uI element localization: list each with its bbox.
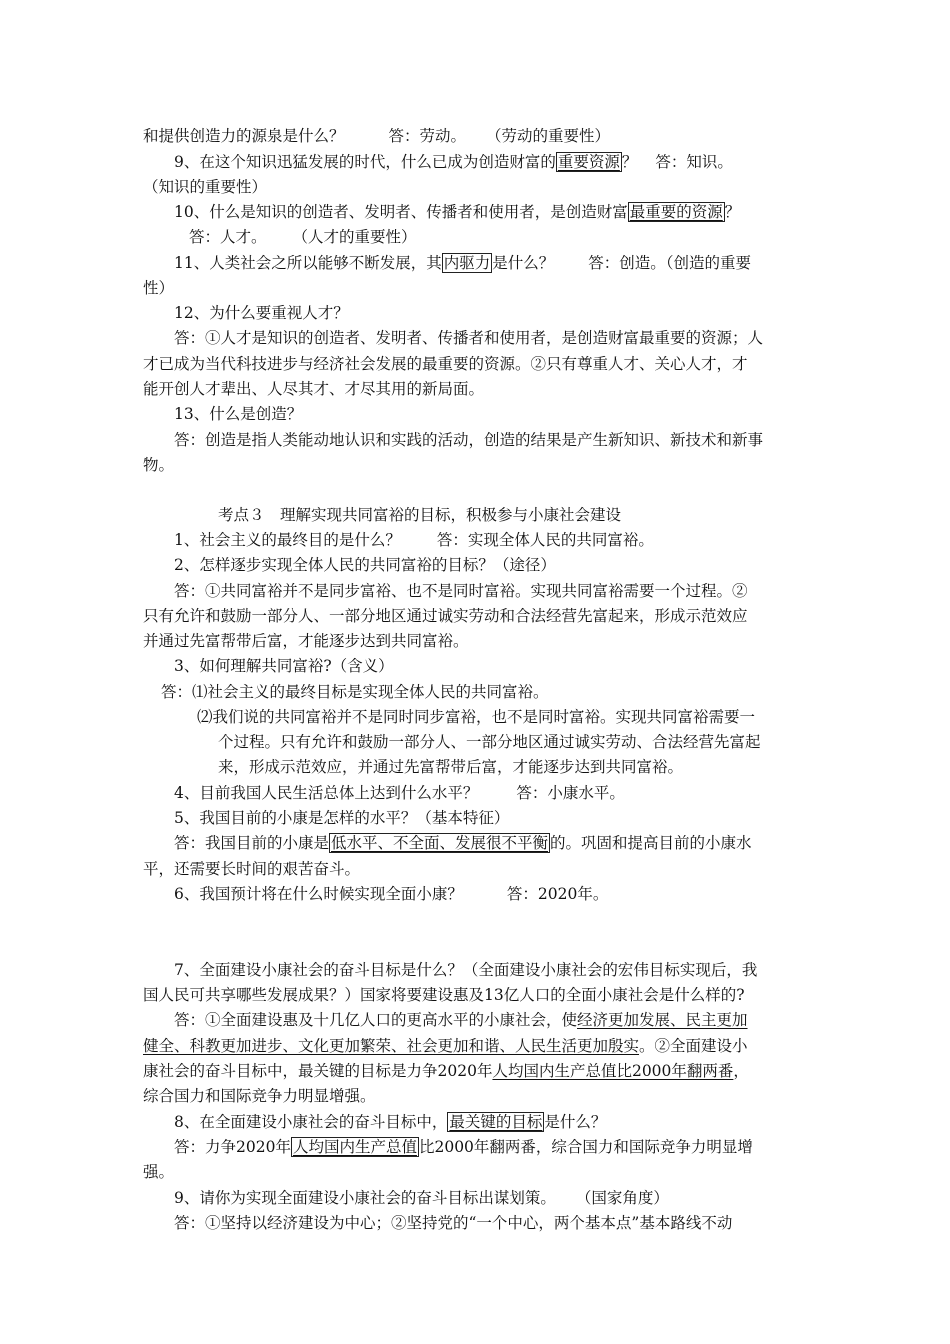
text-span: 。②全面建设小 [639, 1037, 748, 1055]
text-span: 考点３ 理解实现共同富裕的目标，积极参与小康社会建设 [218, 506, 622, 524]
text-line [174, 430, 763, 450]
text-line [143, 278, 174, 298]
text-line [143, 985, 745, 1005]
text-span: 答：小康水平。 [516, 784, 625, 802]
text-span: 答：①人才是知识的创造者、发明者、传播者和使用者，是创造财富最重要的资源；人 [174, 329, 764, 347]
text-span: （国家角度） [575, 1189, 669, 1207]
text-line [161, 682, 549, 702]
text-span: 综合国力和国际竞争力明显增强。 [143, 1087, 376, 1105]
text-span: 答：劳动。 [388, 127, 467, 145]
text-line [197, 707, 755, 727]
text-line [174, 656, 394, 676]
text-span: 并通过先富帮带后富，才能逐步达到共同富裕。 [143, 632, 469, 650]
text-span: 来，形成示范效应，并通过先富帮带后富，才能逐步达到共同富裕。 [218, 758, 684, 776]
text-span: 12、为什么要重视人才？ [174, 304, 349, 322]
text-span: 只有允许和鼓励一部分人、一部分地区通过诚实劳动和合法经营先富起来，形成示范效应 [143, 607, 748, 625]
text-span: 答：实现全体人民的共同富裕。 [436, 531, 654, 549]
boxed-term: 最关键的目标 [449, 1113, 543, 1131]
text-span: 9、请你为实现全面建设小康社会的奋斗目标出谋划策。 [174, 1189, 556, 1207]
text-line [174, 530, 654, 550]
text-span: ？ [724, 203, 741, 221]
text-span: 11、人类社会之所以能够不断发展，其 [174, 254, 442, 272]
text-line [189, 227, 417, 247]
underlined-text: 人均国内生产总值比2000年翻两番 [492, 1062, 734, 1080]
text-span: （劳动的重要性） [486, 127, 611, 145]
text-line [174, 1112, 606, 1132]
text-span: 答：我国目前的小康是 [174, 834, 330, 852]
text-span: 答：创造。（创造的重要 [588, 254, 752, 272]
text-line [143, 859, 360, 879]
text-line [174, 783, 625, 803]
text-span: 13、什么是创造？ [174, 405, 303, 423]
text-line [174, 152, 733, 172]
text-line [143, 1086, 376, 1106]
text-line [174, 202, 740, 222]
text-line [174, 833, 752, 853]
text-line [143, 1162, 174, 1182]
boxed-term: 人均国内生产总值 [292, 1138, 417, 1156]
text-line [174, 328, 763, 348]
text-line [143, 1061, 749, 1081]
text-span: ⑵我们说的共同富裕并不是同时同步富裕，也不是同时富裕。实现共同富裕需要一 [197, 708, 756, 726]
text-span: 答：创造是指人类能动地认识和实践的活动，创造的结果是产生新知识、新技术和新事 [174, 431, 764, 449]
text-line [174, 1188, 669, 1208]
text-span: 10、什么是知识的创造者、发明者、传播者和使用者，是创造财富 [174, 203, 628, 221]
text-line [174, 555, 556, 575]
text-line [143, 455, 174, 475]
text-span: 答：力争2020年 [174, 1138, 291, 1156]
text-span: 9、在这个知识迅猛发展的时代，什么已成为创造财富的 [174, 153, 556, 171]
text-line [143, 379, 484, 399]
text-span: 个过程。只有允许和鼓励一部分人、一部分地区通过诚实劳动、合法经营先富起 [218, 733, 761, 751]
section-heading [218, 505, 621, 525]
text-span: 是什么？ [544, 1113, 607, 1131]
text-line [174, 1213, 732, 1233]
text-span: 康社会的奋斗目标中，最关键的目标是力争2020年 [143, 1062, 493, 1080]
text-span: 物。 [143, 456, 175, 474]
text-line [174, 404, 302, 424]
text-line [143, 631, 469, 651]
text-span: ， [733, 1062, 749, 1080]
text-span: 5、我国目前的小康是怎样的水平？（基本特征） [174, 809, 510, 827]
text-line [174, 884, 608, 904]
text-line [143, 606, 748, 626]
text-span: 比2000年翻两番，综合国力和国际竞争力明显增 [418, 1138, 753, 1156]
text-span: 性） [143, 279, 175, 297]
text-line [218, 732, 761, 752]
underlined-text: 健全、科教更加进步、文化更加繁荣、社会更加和谐、人民生活更加殷实 [143, 1037, 640, 1055]
text-span: （知识的重要性） [143, 178, 268, 196]
text-line [218, 757, 683, 777]
text-line [174, 808, 509, 828]
text-span: 答：①全面建设惠及十几亿人口的更高水平的小康社会，使 [174, 1011, 578, 1029]
text-span: 答：①共同富裕并不是同步富裕、也不是同时富裕。实现共同富裕需要一个过程。② [174, 582, 748, 600]
text-span: 才已成为当代科技进步与经济社会发展的最重要的资源。②只有尊重人才、关心人才，才 [143, 355, 748, 373]
text-span: 答：①坚持以经济建设为中心；②坚持党的“一个中心，两个基本点”基本路线不动 [174, 1214, 733, 1232]
text-span: 2、怎样逐步实现全体人民的共同富裕的目标？（途径） [174, 556, 556, 574]
text-span: 6、我国预计将在什么时候实现全面小康？ [174, 885, 463, 903]
text-span: 答：2020年。 [506, 885, 609, 903]
text-line [143, 354, 748, 374]
text-span: 强。 [143, 1163, 175, 1181]
text-span: 和提供创造力的源泉是什么？ [143, 127, 345, 145]
text-span: 的。巩固和提高目前的小康水 [550, 834, 752, 852]
text-line [174, 253, 751, 273]
text-span: 是什么？ [492, 254, 555, 272]
text-line [174, 581, 748, 601]
underlined-text: 经济更加发展、民主更加 [577, 1011, 748, 1029]
text-line [174, 1137, 753, 1157]
text-line [174, 1010, 748, 1030]
text-span: 1、社会主义的最终目的是什么？ [174, 531, 401, 549]
boxed-term: 重要资源 [557, 153, 620, 171]
text-line [143, 126, 610, 146]
text-span: 能开创人才辈出、人尽其才、才尽其用的新局面。 [143, 380, 485, 398]
text-line [174, 303, 349, 323]
boxed-term: 最重要的资源 [629, 203, 723, 221]
text-line [143, 177, 267, 197]
text-span: 答：⑴社会主义的最终目标是实现全体人民的共同富裕。 [161, 683, 549, 701]
text-line [174, 960, 757, 980]
boxed-term: 低水平、不全面、发展很不平衡 [331, 834, 549, 852]
text-span: ？ [621, 153, 638, 171]
text-span: 答：知识。 [655, 153, 733, 171]
text-span: 国人民可共享哪些发展成果？）国家将要建设惠及13亿人口的全面小康社会是什么样的? [143, 986, 745, 1004]
text-span: 3、如何理解共同富裕?（含义） [174, 657, 394, 675]
text-span: 答：人才。 [189, 228, 267, 246]
text-line [143, 1036, 748, 1056]
boxed-term: 内驱力 [443, 254, 491, 272]
text-span: 4、目前我国人民生活总体上达到什么水平？ [174, 784, 479, 802]
text-span: 8、在全面建设小康社会的奋斗目标中， [174, 1113, 448, 1131]
text-span: 7、全面建设小康社会的奋斗目标是什么？（全面建设小康社会的宏伟目标实现后，我 [174, 961, 758, 979]
text-span: （人才的重要性） [292, 228, 417, 246]
text-span: 平，还需要长时间的艰苦奋斗。 [143, 860, 361, 878]
